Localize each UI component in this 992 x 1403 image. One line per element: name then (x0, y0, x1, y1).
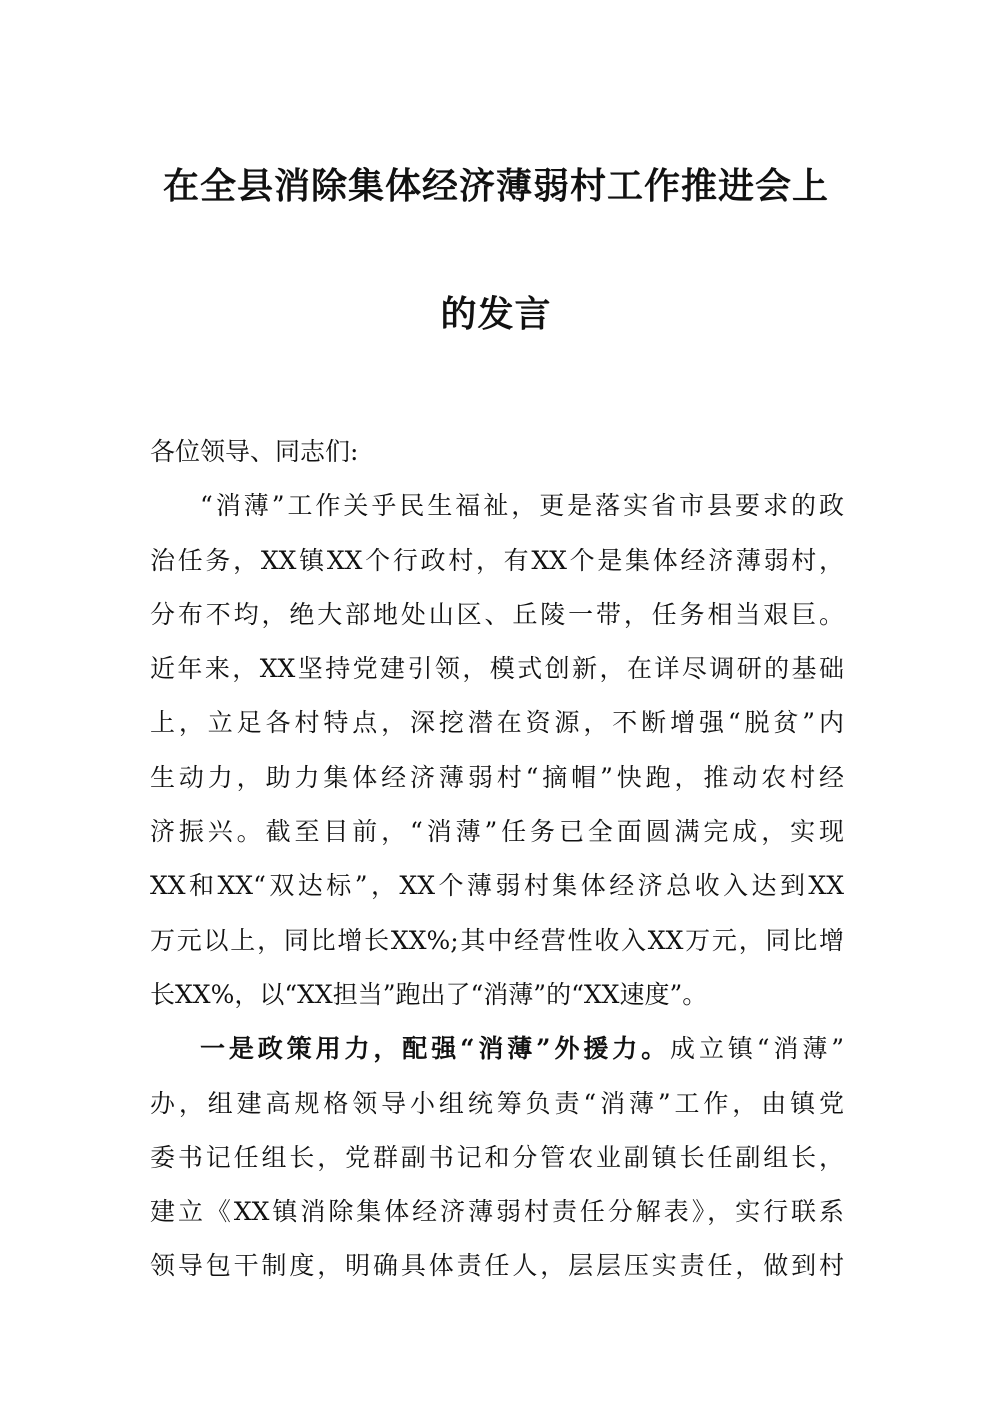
paragraph-1-line: 上，立足各村特点，深挖潜在资源，不断增强“脱贫”内 (150, 708, 844, 738)
paragraph-1-line: 近年来，XX坚持党建引领，模式创新，在详尽调研的基础 (150, 654, 844, 684)
paragraph-1-line: 治任务，XX镇XX个行政村，有XX个是集体经济薄弱村， (150, 545, 844, 575)
paragraph-1-line: 长XX%，以“XX担当”跑出了“消薄”的“XX速度”。 (150, 979, 708, 1009)
paragraph-2-first-line-text: 成立镇“消薄” (670, 1034, 845, 1064)
paragraph-2 (150, 1022, 844, 1293)
paragraph-1-line: XX和XX“双达标”，XX个薄弱村集体经济总收入达到XX (150, 871, 844, 901)
paragraph-1-line: 万元以上，同比增长XX%;其中经营性收入XX万元，同比增 (150, 925, 844, 955)
paragraph-1-line: 济振兴。截至目前，“消薄”任务已全面圆满完成，实现 (150, 817, 844, 847)
salutation: 各位领导、同志们: (150, 437, 359, 466)
paragraph-2-line: 建立《XX镇消除集体经济薄弱村责任分解表》，实行联系 (150, 1197, 844, 1227)
document-title-line-1: 在全县消除集体经济薄弱村工作推进会上 (162, 165, 829, 207)
paragraph-2-line: 领导包干制度，明确具体责任人，层层压实责任，做到村 (150, 1251, 844, 1281)
paragraph-1 (150, 479, 844, 1022)
paragraph-2-line: 委书记任组长，党群副书记和分管农业副镇长任副组长， (150, 1142, 844, 1172)
paragraph-2-first-line (150, 1022, 844, 1076)
paragraph-2-heading: 一是政策用力，配强“消薄”外援力。 (200, 1034, 671, 1064)
document-title-line-2: 的发言 (440, 293, 552, 335)
paragraph-1-line: “消薄”工作关乎民生福祉，更是落实省市县要求的政 (200, 491, 844, 521)
paragraph-1-line: 生动力，助力集体经济薄弱村“摘帽”快跑，推动农村经 (150, 762, 844, 792)
paragraph-1-line: 分布不均，绝大部地处山区、丘陵一带，任务相当艰巨。 (150, 599, 844, 629)
paragraph-2-line: 办，组建高规格领导小组统筹负责“消薄”工作，由镇党 (150, 1088, 844, 1118)
document-body (150, 425, 844, 1294)
